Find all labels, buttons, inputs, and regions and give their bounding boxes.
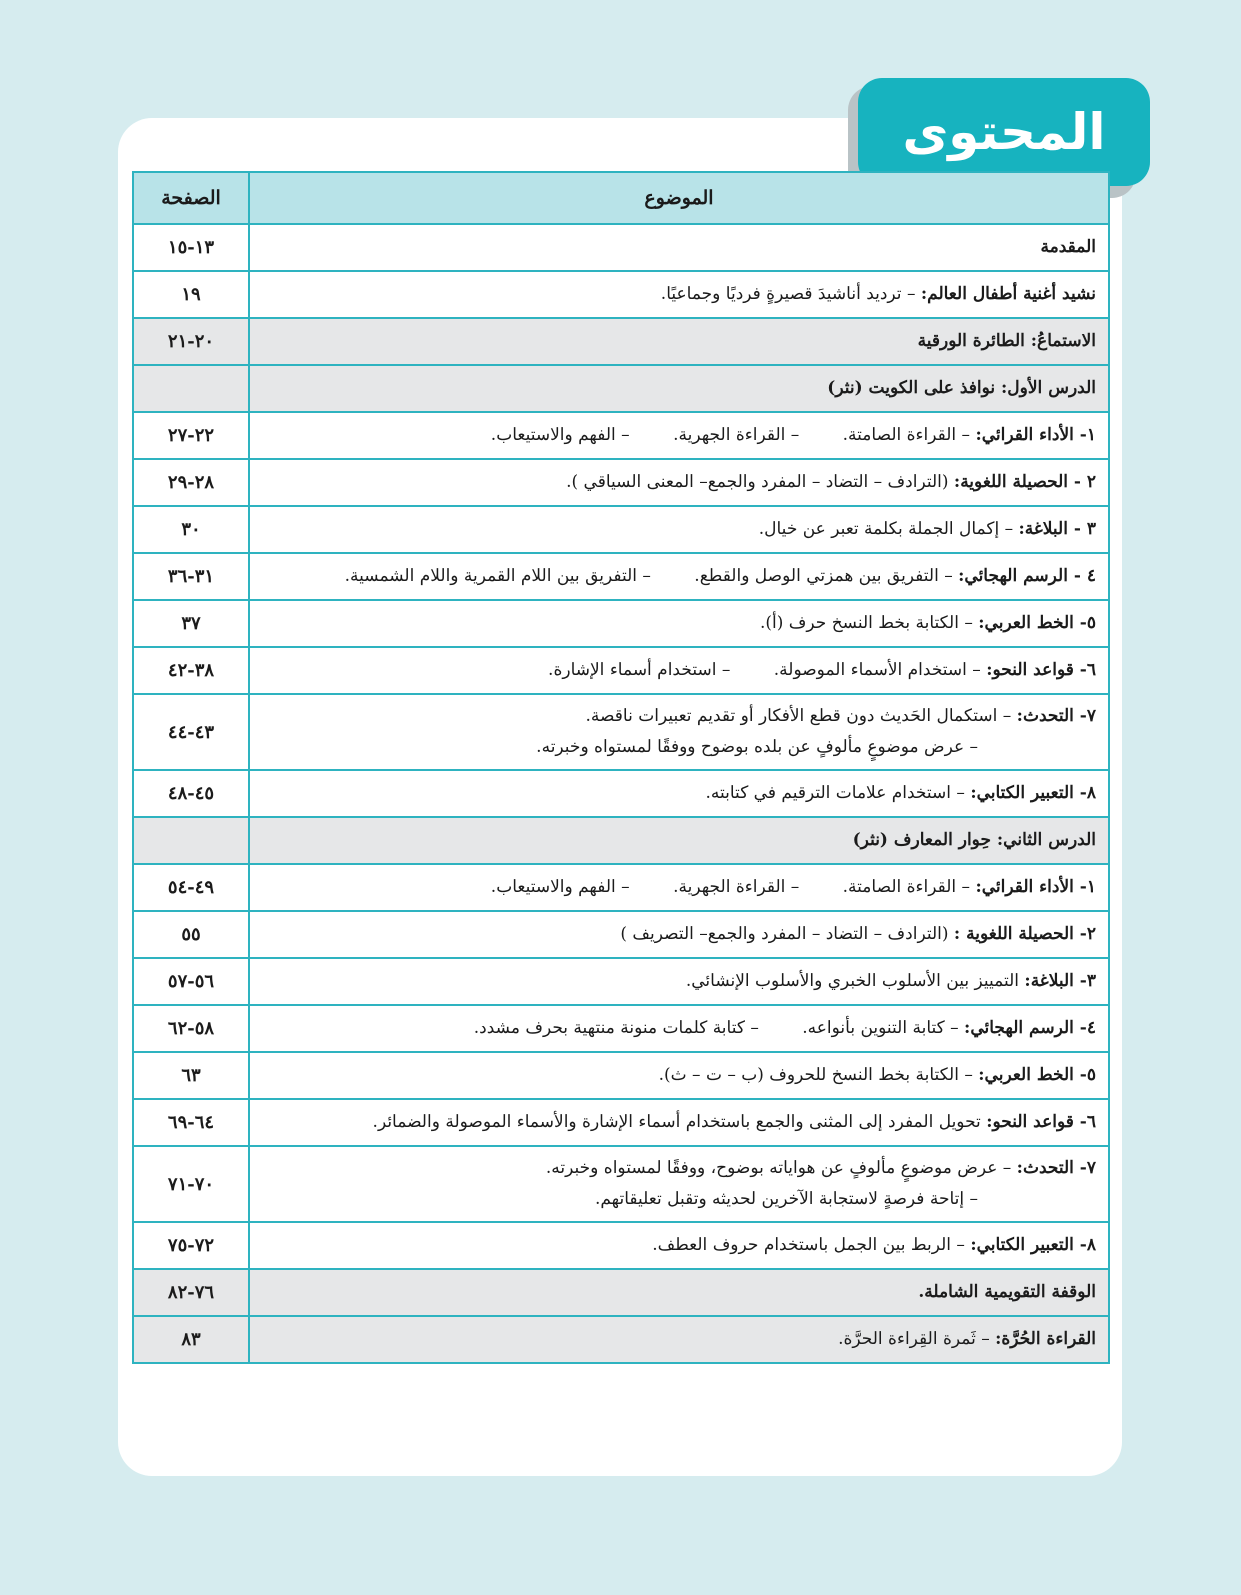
topic-part: – كتابة التنوين بأنواعه. (802, 1018, 959, 1038)
page-cell: ١٣-١٥ (133, 224, 249, 271)
topic-cell (249, 647, 1109, 694)
topic-part: – الكتابة بخط النسخ حرف (أ). (759, 613, 973, 633)
topic-cell (249, 817, 1109, 864)
table-row (133, 553, 1109, 600)
table-row (133, 911, 1109, 958)
topic-lead: ١- الأداء القرائي: (975, 877, 1096, 897)
topic-lead: ٣- البلاغة: (1024, 971, 1096, 991)
table-row (133, 459, 1109, 506)
topic-part: التمييز بين الأسلوب الخبري والأسلوب الإنشائي. (685, 971, 1020, 991)
table-row (133, 647, 1109, 694)
page-cell: ٥٨-٦٢ (133, 1005, 249, 1052)
topic-part: – ترديد أناشيدَ قصيرةٍ فرديًا وجماعيًا. (660, 284, 916, 304)
topic-lead: القراءة الحُرَّة: (995, 1329, 1096, 1349)
topic-part: – القراءة الصامتة. (842, 877, 971, 897)
topic-lead: نشيد أغنية أطفال العالم: (920, 284, 1096, 304)
topic-lead: ٤ - الرسم الهجائي: (958, 566, 1096, 586)
topic-part: تحويل المفرد إلى المثنى والجمع باستخدام أسماء الإشارة والأسماء الموصولة والضمائر. (372, 1112, 981, 1132)
table-row (133, 694, 1109, 770)
topic-cell (249, 271, 1109, 318)
topic-cell (249, 1005, 1109, 1052)
topic-cell (249, 864, 1109, 911)
topic-lead: الوقفة التقويمية الشاملة. (918, 1282, 1096, 1302)
topic-cell (249, 412, 1109, 459)
table-row (133, 271, 1109, 318)
table-row (133, 412, 1109, 459)
table-row (133, 318, 1109, 365)
topic-part: – التفريق بين اللام القمرية واللام الشمسية. (344, 566, 651, 586)
topic-lead: ٥- الخط العربي: (978, 613, 1096, 633)
page-cell: ٧٦-٨٢ (133, 1269, 249, 1316)
topic-cell (249, 600, 1109, 647)
topic-lead: ٧- التحدث: (1016, 1158, 1096, 1178)
table-row (133, 1146, 1109, 1222)
topic-cell (249, 365, 1109, 412)
topic-lead: ١- الأداء القرائي: (975, 425, 1096, 445)
topic-cell (249, 1052, 1109, 1099)
topic-lead: ٧- التحدث: (1016, 706, 1096, 726)
topic-cell (249, 1222, 1109, 1269)
table-row (133, 1005, 1109, 1052)
page-cell: ٧٢-٧٥ (133, 1222, 249, 1269)
topic-part: – الفهم والاستيعاب. (490, 877, 630, 897)
page-cell: ٦٣ (133, 1052, 249, 1099)
topic-cell (249, 1316, 1109, 1363)
topic-part: – إكمال الجملة بكلمة تعبر عن خيال. (758, 519, 1014, 539)
topic-part: – إتاحة فرصةٍ لاستجابة الآخرين لحديثه وتقبل تعليقاتهم. (594, 1189, 978, 1209)
page-title: المحتوى (858, 78, 1150, 186)
topic-part: – استكمال الحَديث دون قطع الأفكار أو تقديم تعبيرات ناقصة. (585, 706, 1012, 726)
page-cell: ٧٠-٧١ (133, 1146, 249, 1222)
page-cell: ٨٣ (133, 1316, 249, 1363)
table-row (133, 1052, 1109, 1099)
topic-part: – ثَمرة القِراءة الحرَّة. (838, 1329, 990, 1349)
topic-cell (249, 958, 1109, 1005)
topic-lead: ٨- التعبير الكتابي: (970, 783, 1096, 803)
page-cell: ٣٠ (133, 506, 249, 553)
table-row (133, 1099, 1109, 1146)
topic-part: – القراءة الجهرية. (673, 425, 800, 445)
topic-lead: المقدمة (1040, 237, 1096, 257)
table-header-row (133, 172, 1109, 224)
topic-cell (249, 318, 1109, 365)
topic-lead: ٣ - البلاغة: (1018, 519, 1096, 539)
topic-cell (249, 553, 1109, 600)
topic-cell (249, 1099, 1109, 1146)
topic-part: – الفهم والاستيعاب. (490, 425, 630, 445)
topic-part: – الربط بين الجمل باستخدام حروف العطف. (652, 1235, 965, 1255)
page-cell (133, 817, 249, 864)
table-row (133, 365, 1109, 412)
topic-part: – كتابة كلمات منونة منتهية بحرف مشدد. (473, 1018, 759, 1038)
topic-cell (249, 1146, 1109, 1222)
table-row (133, 506, 1109, 553)
table-row (133, 770, 1109, 817)
table-row (133, 958, 1109, 1005)
contents-table (132, 171, 1110, 1364)
topic-lead: الدرس الثاني: حِوار المعارف (نثر) (852, 830, 1096, 850)
topic-cell (249, 506, 1109, 553)
table-row (133, 224, 1109, 271)
topic-cell (249, 911, 1109, 958)
topic-column-header: الموضوع (249, 172, 1109, 224)
topic-part: (الترادف – التضاد – المفرد والجمع– المعنى السياقي ). (566, 472, 949, 492)
topic-part: – التفريق بين همزتي الوصل والقطع. (694, 566, 953, 586)
topic-cell (249, 770, 1109, 817)
topic-cell (249, 459, 1109, 506)
topic-part: – القراءة الصامتة. (842, 425, 971, 445)
page-cell: ٢٠-٢١ (133, 318, 249, 365)
topic-lead: ٥- الخط العربي: (978, 1065, 1096, 1085)
page-cell: ٣٧ (133, 600, 249, 647)
topic-lead: ٦- قواعد النحو: (986, 660, 1096, 680)
table-row (133, 1316, 1109, 1363)
topic-cell (249, 1269, 1109, 1316)
topic-lead: ٦- قواعد النحو: (986, 1112, 1096, 1132)
page-cell: ٤٥-٤٨ (133, 770, 249, 817)
page-column-header: الصفحة (133, 172, 249, 224)
topic-part: – استخدام الأسماء الموصولة. (773, 660, 981, 680)
table-row (133, 1269, 1109, 1316)
topic-part: – القراءة الجهرية. (673, 877, 800, 897)
topic-part: – عرض موضوعٍ مألوفٍ عن بلده بوضوح ووفقًا لمستواه وخبرته. (536, 737, 978, 757)
topic-cell (249, 694, 1109, 770)
page-cell: ١٩ (133, 271, 249, 318)
page-cell (133, 365, 249, 412)
topic-lead: الدرس الأول: نوافذ على الكويت (نثر) (827, 378, 1096, 398)
topic-cell (249, 224, 1109, 271)
topic-lead: ٨- التعبير الكتابي: (970, 1235, 1096, 1255)
table-row (133, 864, 1109, 911)
table-row (133, 1222, 1109, 1269)
table-row (133, 817, 1109, 864)
topic-part: – استخدام علامات الترقيم في كتابته. (705, 783, 965, 803)
page-cell: ٣١-٣٦ (133, 553, 249, 600)
page-cell: ٤٣-٤٤ (133, 694, 249, 770)
page-cell: ٢٢-٢٧ (133, 412, 249, 459)
page-cell: ٣٨-٤٢ (133, 647, 249, 694)
topic-lead: الاستماعُ: الطائرة الورقية (917, 331, 1096, 351)
topic-lead: ٢- الحصيلة اللغوية : (953, 924, 1096, 944)
page-cell: ٤٩-٥٤ (133, 864, 249, 911)
page-cell: ٢٨-٢٩ (133, 459, 249, 506)
page-cell: ٥٦-٥٧ (133, 958, 249, 1005)
table-row (133, 600, 1109, 647)
topic-part: – عرض موضوعٍ مألوفٍ عن هواياته بوضوح، ووفقًا لمستواه وخبرته. (545, 1158, 1012, 1178)
topic-lead: ٤- الرسم الهجائي: (964, 1018, 1096, 1038)
topic-part: – الكتابة بخط النسخ للحروف (ب – ت – ث). (658, 1065, 973, 1085)
contents-table-body (133, 224, 1109, 1363)
topic-part: – استخدام أسماء الإشارة. (548, 660, 731, 680)
topic-part: (الترادف – التضاد – المفرد والجمع– التصريف ) (620, 924, 949, 944)
topic-lead: ٢ - الحصيلة اللغوية: (953, 472, 1096, 492)
page-cell: ٦٤-٦٩ (133, 1099, 249, 1146)
page-cell: ٥٥ (133, 911, 249, 958)
